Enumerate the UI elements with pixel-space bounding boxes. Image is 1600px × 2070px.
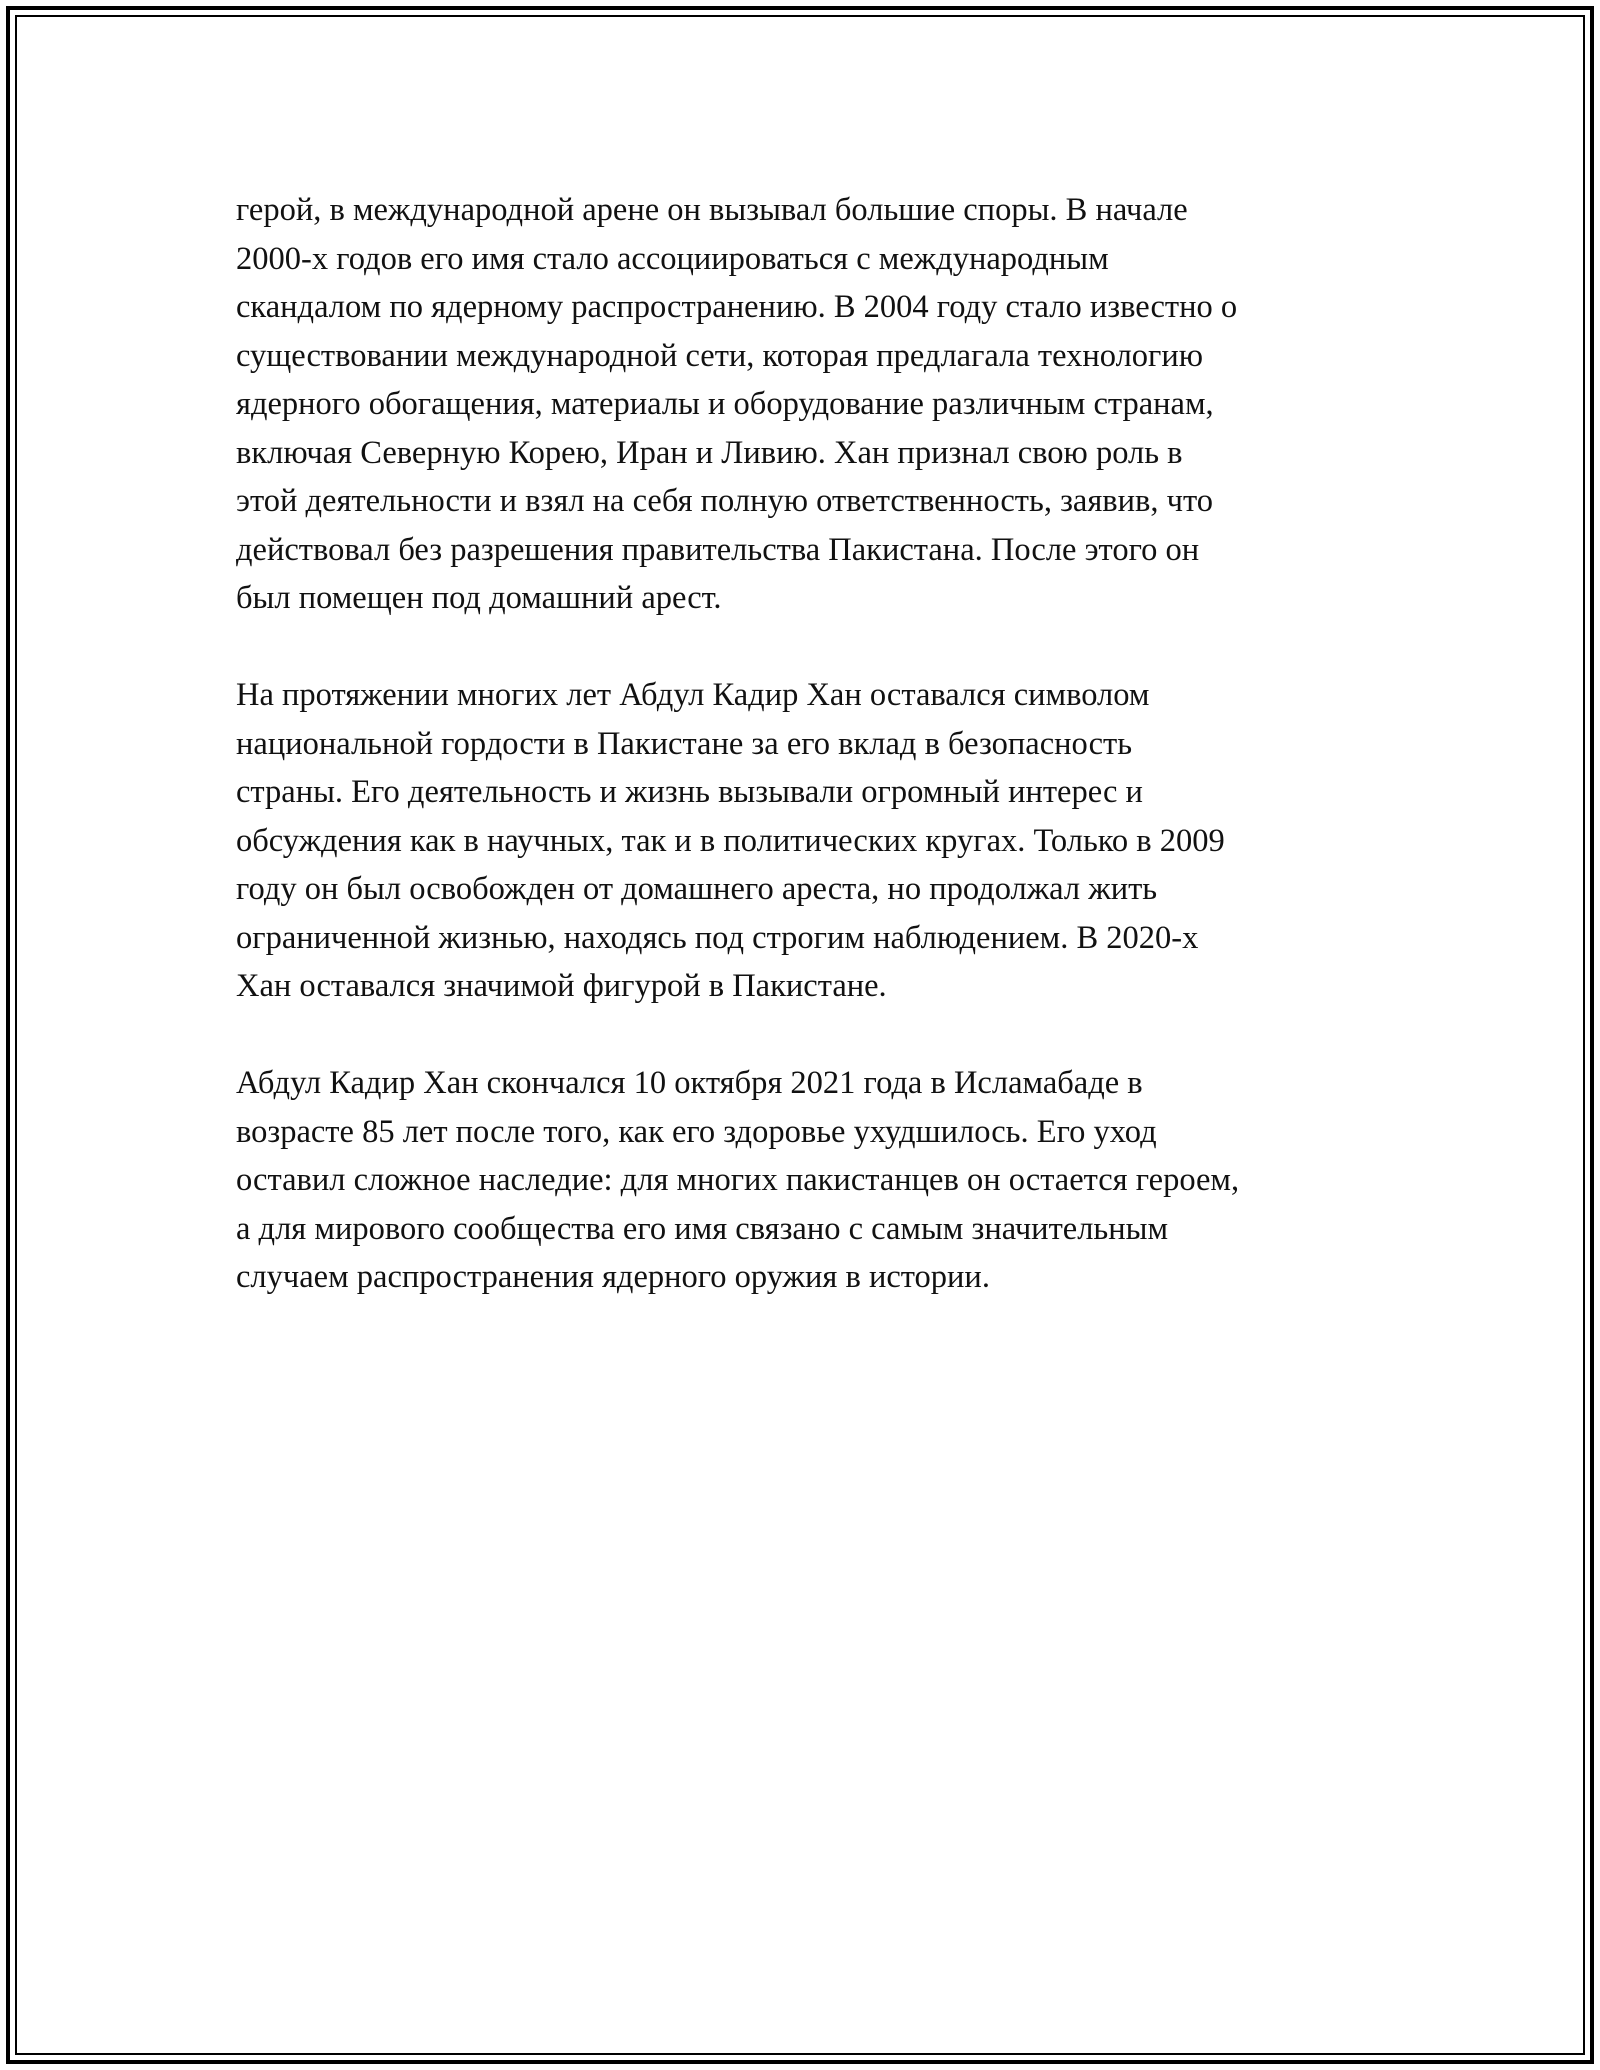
text-line: Хан оставался значимой фигурой в Пакистане. [236, 968, 887, 1004]
text-line: включая Северную Корею, Иран и Ливию. Хан признал свою роль в [236, 434, 1183, 471]
text-line: герой, в международной арене он вызывал большие споры. В начале [236, 192, 1188, 228]
text-line: был помещен под домашний арест. [236, 580, 722, 616]
text-line: а для мирового сообщества его имя связано с самым значительным [236, 1210, 1169, 1247]
text-line: скандалом по ядерному распространению. В 2004 году стало известно о [236, 289, 1238, 325]
text-line: Абдул Кадир Хан скончался 10 октября 2021 года в Исламабаде в [236, 1065, 1143, 1101]
paragraph-3 [236, 1059, 1396, 1302]
text-line: обсуждения как в научных, так и в политических кругах. Только в 2009 [236, 822, 1225, 859]
paragraph-2 [236, 671, 1396, 1011]
text-line: 2000-х годов его имя стало ассоциироваться с международным [236, 240, 1109, 277]
text-line: страны. Его деятельность и жизнь вызывали огромный интерес и [236, 774, 1143, 810]
text-line: действовал без разрешения правительства Пакистана. После этого он [236, 531, 1200, 568]
text-line: возрасте 85 лет после того, как его здоровье ухудшилось. Его уход [236, 1113, 1157, 1150]
text-line: существовании международной сети, которая предлагала технологию [236, 337, 1204, 374]
text-line: На протяжении многих лет Абдул Кадир Хан оставался символом [236, 677, 1150, 713]
text-line: случаем распространения ядерного оружия в истории. [236, 1259, 990, 1295]
text-line: этой деятельности и взял на себя полную ответственность, заявив, что [236, 483, 1213, 519]
text-line: оставил сложное наследие: для многих пакистанцев он остается героем, [236, 1162, 1240, 1198]
text-line: году он был освобожден от домашнего ареста, но продолжал жить [236, 871, 1158, 907]
text-line: национальной гордости в Пакистане за его вклад в безопасность [236, 725, 1133, 762]
text-line: ядерного обогащения, материалы и оборудование различным странам, [236, 386, 1214, 422]
paragraph-1 [236, 186, 1396, 623]
text-line: ограниченной жизнью, находясь под строгим наблюдением. В 2020-х [236, 919, 1199, 956]
document-body [236, 186, 1396, 1350]
